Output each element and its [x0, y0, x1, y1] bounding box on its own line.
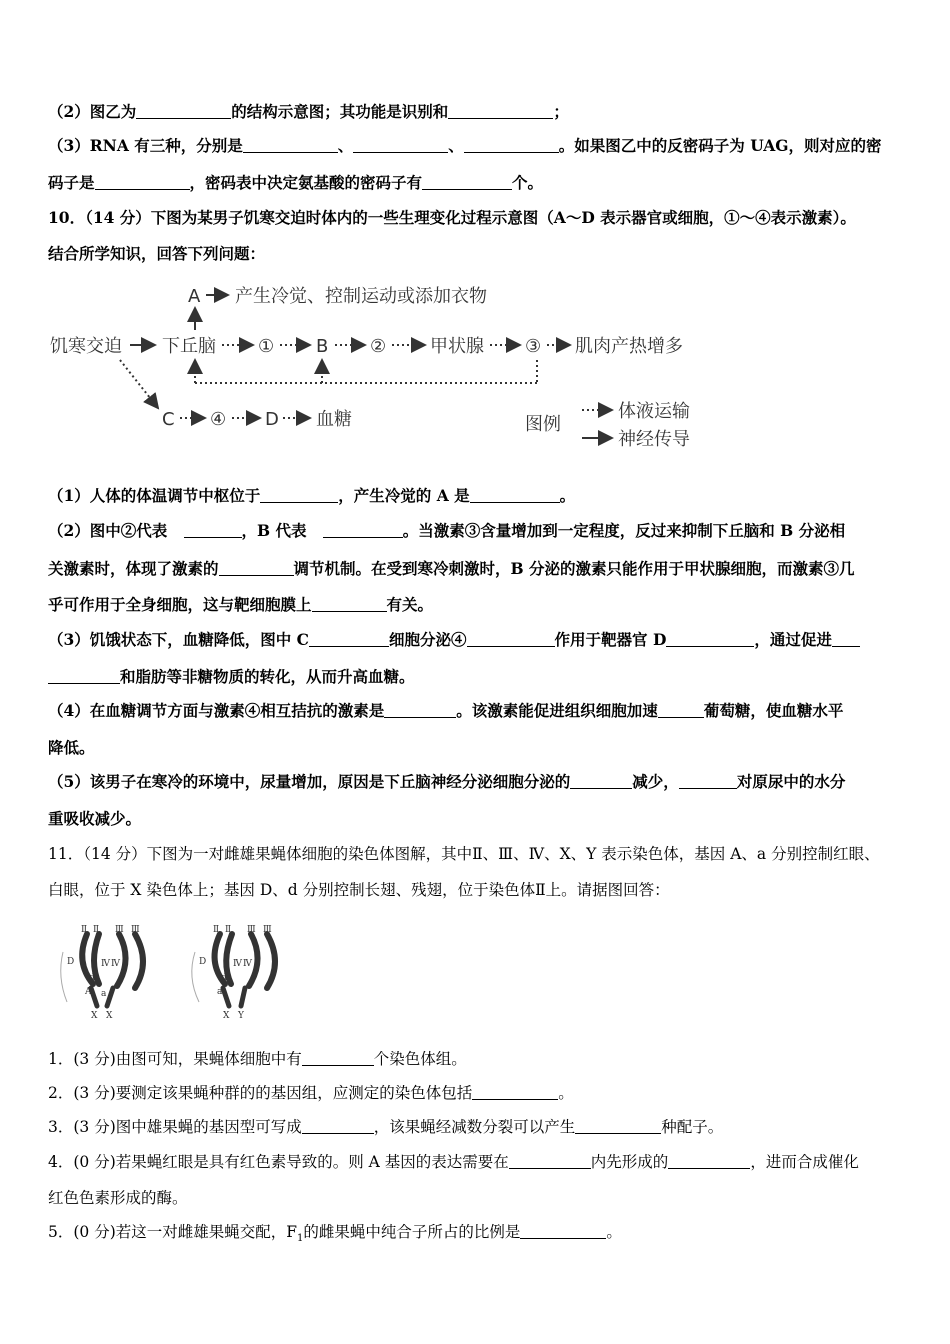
hormone-3: ③ — [525, 336, 542, 357]
answer-blank[interactable] — [323, 521, 403, 538]
q11-intro-1: 11．（14 分）下图为一对雌雄果蝇体细胞的染色体图解，其中Ⅱ、Ⅲ、Ⅳ、X、Y 表示染色体，基因 A、a 分别控制红眼、 — [48, 845, 880, 863]
hormone-2: ② — [370, 336, 387, 357]
node-muscle: 肌肉产热增多 — [575, 336, 683, 357]
chromosome-ii — [226, 934, 232, 984]
text: （3）饥饿状态下，血糖降低，图中 C — [48, 630, 310, 649]
chromosome-y — [241, 988, 245, 1006]
answer-blank[interactable] — [309, 630, 389, 647]
text: 的雌果蝇中纯合子所占的比例是 — [303, 1223, 521, 1241]
node-hypothalamus: 下丘脑 — [162, 336, 216, 357]
chromosome-x — [107, 988, 113, 1006]
label-iv: Ⅳ — [101, 959, 110, 969]
label-a: a — [217, 987, 223, 997]
answer-blank[interactable] — [219, 559, 294, 576]
text: 葡萄糖，使血糖水平 — [703, 701, 844, 720]
q10-sub-3a — [48, 629, 908, 651]
text: 有关。 — [386, 595, 434, 614]
label-iii: Ⅲ — [131, 925, 140, 935]
q10-intro-1: 10．（14 分）下图为某男子饥寒交迫时体内的一些生理变化过程示意图（A～D 表示器官或细胞，①～④表示激素）。 — [48, 208, 856, 227]
answer-blank[interactable] — [422, 173, 512, 190]
chromosome-iii — [267, 934, 275, 988]
text: 码子是 — [48, 173, 95, 192]
text: 对原尿中的水分 — [736, 772, 846, 791]
answer-blank[interactable] — [467, 630, 555, 647]
text: 调节机制。在受到寒冷刺激时，B 分泌的激素只能作用于甲状腺细胞，而激素③几 — [293, 559, 855, 578]
female-sex-label: X X — [91, 1011, 113, 1021]
q10-sub-3b — [48, 666, 908, 688]
text: 个。 — [512, 173, 544, 192]
q11-sub-2 — [48, 1082, 908, 1104]
text: 乎可作用于全身细胞，这与靶细胞膜上 — [48, 595, 312, 614]
q10-sub-2a — [48, 520, 908, 542]
answer-blank[interactable] — [658, 701, 704, 718]
text: （2）图乙为 — [48, 102, 137, 121]
label-ii: Ⅱ — [93, 925, 100, 935]
answer-blank[interactable] — [448, 102, 553, 119]
answer-blank[interactable] — [260, 486, 338, 503]
answer-blank[interactable] — [353, 136, 448, 153]
text: 种配子。 — [661, 1118, 724, 1136]
label-iii: Ⅲ — [247, 925, 256, 935]
answer-blank[interactable] — [472, 1083, 558, 1100]
answer-blank[interactable] — [302, 1117, 374, 1134]
cell-outline — [192, 952, 199, 1002]
node-b: B — [316, 336, 329, 357]
q10-intro-2: 结合所学知识，回答下列问题： — [48, 244, 266, 263]
text: （3）RNA 有三种，分别是 — [48, 136, 243, 155]
text: （5）该男子在寒冷的环境中，尿量增加，原因是下丘脑神经分泌细胞分泌的 — [48, 772, 571, 791]
label-ii: Ⅱ — [81, 925, 88, 935]
label-iv: Ⅳ — [233, 959, 242, 969]
node-start: 饥寒交迫 — [50, 336, 122, 357]
subscript: 1 — [297, 1233, 304, 1245]
a-output-text: 产生冷觉、控制运动或添加衣物 — [235, 286, 487, 307]
text: 。 — [606, 1223, 622, 1241]
chromosome-iii — [135, 934, 143, 988]
label-ii: Ⅱ — [225, 925, 232, 935]
q10-sub-4a — [48, 700, 908, 722]
node-thyroid: 甲状腺 — [430, 336, 484, 357]
legend-nerve: 神经传导 — [618, 429, 690, 450]
label-d: d — [89, 973, 95, 983]
label-d: d — [221, 973, 227, 983]
hormone-1: ① — [258, 336, 275, 357]
answer-blank[interactable] — [384, 701, 456, 718]
answer-blank[interactable] — [48, 667, 120, 684]
text: 。如果图乙中的反密码子为 UAG，则对应的密 — [558, 136, 882, 155]
text: 个染色体组。 — [373, 1050, 467, 1068]
text: ，产生冷觉的 A 是 — [338, 486, 470, 505]
q10-sub-2c — [48, 594, 908, 616]
text: 1．(3 分)由图可知，果蝇体细胞中有 — [48, 1050, 302, 1068]
label-d: D — [67, 957, 75, 967]
answer-blank[interactable] — [520, 1222, 606, 1239]
node-c: C — [162, 409, 175, 430]
text: ，B 代表 — [241, 521, 307, 540]
text: 关激素时，体现了激素的 — [48, 559, 219, 578]
text: 2．(3 分)要测定该果蝇种群的的基因组，应测定的染色体包括 — [48, 1084, 473, 1102]
answer-blank[interactable] — [470, 486, 560, 503]
female-karyotype — [61, 925, 143, 1021]
label-iii: Ⅲ — [263, 925, 272, 935]
text: 内先形成的 — [590, 1153, 669, 1171]
answer-blank[interactable] — [302, 1049, 374, 1066]
label-d: D — [199, 957, 207, 967]
q10-sub-4b: 降低。 — [48, 738, 95, 757]
text: 。 — [559, 486, 576, 505]
text: 作用于靶器官 D — [554, 630, 667, 649]
q10-sub-5b: 重吸收减少。 — [48, 809, 142, 828]
legend-fluid: 体液运输 — [618, 401, 690, 422]
hormone-flow-diagram — [40, 280, 720, 455]
label-iv: Ⅳ — [243, 959, 252, 969]
male-sex-label: X Y — [223, 1011, 244, 1021]
q10-sub-5a — [48, 771, 908, 793]
text: 、 — [448, 136, 464, 155]
answer-blank[interactable] — [509, 1152, 591, 1169]
node-a: A — [188, 286, 201, 307]
text: 3．(3 分)图中雄果蝇的基因型可写成 — [48, 1118, 302, 1136]
answer-blank[interactable] — [679, 772, 737, 789]
text: （2）图中②代表 — [48, 521, 168, 540]
answer-blank[interactable] — [95, 173, 190, 190]
text: （1）人体的体温调节中枢位于 — [48, 486, 261, 505]
q11-sub-4b: 红色色素形成的酶。 — [48, 1189, 188, 1207]
answer-blank[interactable] — [668, 1152, 750, 1169]
label-iii: Ⅲ — [115, 925, 124, 935]
text: ，密码表中决定氨基酸的密码子有 — [189, 173, 423, 192]
text: 细胞分泌④ — [389, 630, 467, 649]
label-iv: Ⅳ — [111, 959, 120, 969]
q9-line-4 — [48, 172, 908, 194]
node-glucose: 血糖 — [316, 409, 352, 430]
text: 。当激素③含量增加到一定程度，反过来抑制下丘脑和 B 分泌相 — [402, 521, 846, 540]
answer-blank[interactable] — [575, 1117, 661, 1134]
legend-title: 图例 — [525, 414, 561, 435]
q9-line-3 — [48, 135, 908, 157]
text: 。 — [558, 1084, 574, 1102]
fluid-arrow — [120, 360, 158, 408]
male-karyotype — [192, 925, 275, 1021]
answer-blank[interactable] — [570, 772, 632, 789]
text: ，该果蝇经减数分裂可以产生 — [373, 1118, 576, 1136]
answer-blank[interactable] — [312, 595, 387, 612]
answer-blank[interactable] — [136, 102, 231, 119]
label-a: A — [85, 987, 92, 997]
hormone-4: ④ — [210, 409, 227, 430]
q11-sub-4a — [48, 1151, 908, 1173]
q10-sub-1 — [48, 485, 908, 507]
label-a: a — [101, 989, 107, 999]
answer-blank[interactable] — [666, 630, 754, 647]
text: （4）在血糖调节方面与激素④相互拮抗的激素是 — [48, 701, 385, 720]
q11-sub-1 — [48, 1048, 908, 1070]
q11-sub-5 — [48, 1221, 908, 1250]
q9-line-2 — [48, 101, 908, 123]
text: 的结构示意图；其功能是识别和 — [231, 102, 449, 121]
answer-blank[interactable] — [464, 136, 559, 153]
answer-blank[interactable] — [243, 136, 338, 153]
text: 5．(0 分)若这一对雌雄果蝇交配，F — [48, 1223, 298, 1241]
text: 减少， — [632, 772, 679, 791]
q10-sub-2b — [48, 558, 908, 580]
text: ，进而合成催化 — [750, 1153, 859, 1171]
node-d: D — [265, 409, 279, 430]
text: 、 — [337, 136, 354, 155]
answer-blank[interactable] — [832, 630, 860, 647]
text: 和脂肪等非糖物质的转化，从而升高血糖。 — [120, 667, 415, 686]
chromosome-x — [223, 988, 229, 1006]
text: 。该激素能促进组织细胞加速 — [456, 701, 658, 720]
chromosome-x — [91, 988, 97, 1006]
text: 4．(0 分)若果蝇红眼是具有红色素导致的。则 A 基因的表达需要在 — [48, 1153, 509, 1171]
text: ； — [553, 102, 569, 121]
q11-sub-3 — [48, 1116, 908, 1138]
answer-blank[interactable] — [184, 521, 242, 538]
text: ，通过促进 — [754, 630, 832, 649]
fruit-fly-chromosome-figure — [55, 922, 315, 1022]
q11-intro-2: 白眼，位于 X 染色体上；基因 D、d 分别控制长翅、残翅，位于染色体Ⅱ上。请据图回答： — [48, 881, 670, 899]
label-ii: Ⅱ — [213, 925, 220, 935]
